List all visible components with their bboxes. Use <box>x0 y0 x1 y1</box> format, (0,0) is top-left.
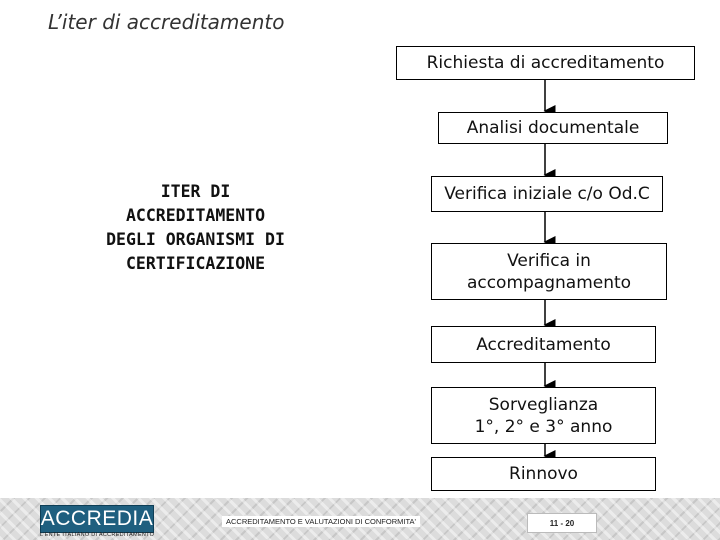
step-box-analisi <box>438 112 668 144</box>
step-label: Richiesta di accreditamento <box>426 53 665 73</box>
diagram-heading-line: ACCREDITAMENTO <box>125 206 266 225</box>
step-label: Verifica in <box>507 250 591 271</box>
step-label: Accreditamento <box>476 334 611 355</box>
step-label: Analisi documentale <box>466 118 640 138</box>
footer-center-text: ACCREDITAMENTO E VALUTAZIONI DI CONFORMITA' <box>222 516 420 527</box>
slide-title: L’iter di accreditamento <box>48 10 285 34</box>
logo-subtitle: L'ENTE ITALIANO DI ACCREDITAMENTO <box>40 532 155 538</box>
step-box-verifica-iniziale <box>431 176 663 212</box>
step-box-verifica-accompagnamento <box>431 243 667 300</box>
logo-text: ACCREDIA <box>40 507 154 530</box>
step-label: Sorveglianza <box>488 394 599 415</box>
step-box-accreditamento <box>431 326 656 363</box>
step-label: accompagnamento <box>466 272 632 293</box>
step-box-rinnovo <box>431 457 656 491</box>
diagram-heading-line: CERTIFICAZIONE <box>125 254 266 273</box>
step-box-richiesta <box>396 46 695 80</box>
diagram-heading-line: DEGLI ORGANISMI DI <box>106 230 285 249</box>
step-label: Verifica iniziale c/o Od.C <box>444 184 650 204</box>
step-label: 1°, 2° e 3° anno <box>474 416 613 437</box>
step-label: Rinnovo <box>509 464 578 484</box>
accredia-logo <box>40 505 154 533</box>
step-box-sorveglianza <box>431 387 656 444</box>
page-number: 11 - 20 <box>527 513 597 533</box>
diagram-heading-line: ITER DI <box>160 182 231 201</box>
